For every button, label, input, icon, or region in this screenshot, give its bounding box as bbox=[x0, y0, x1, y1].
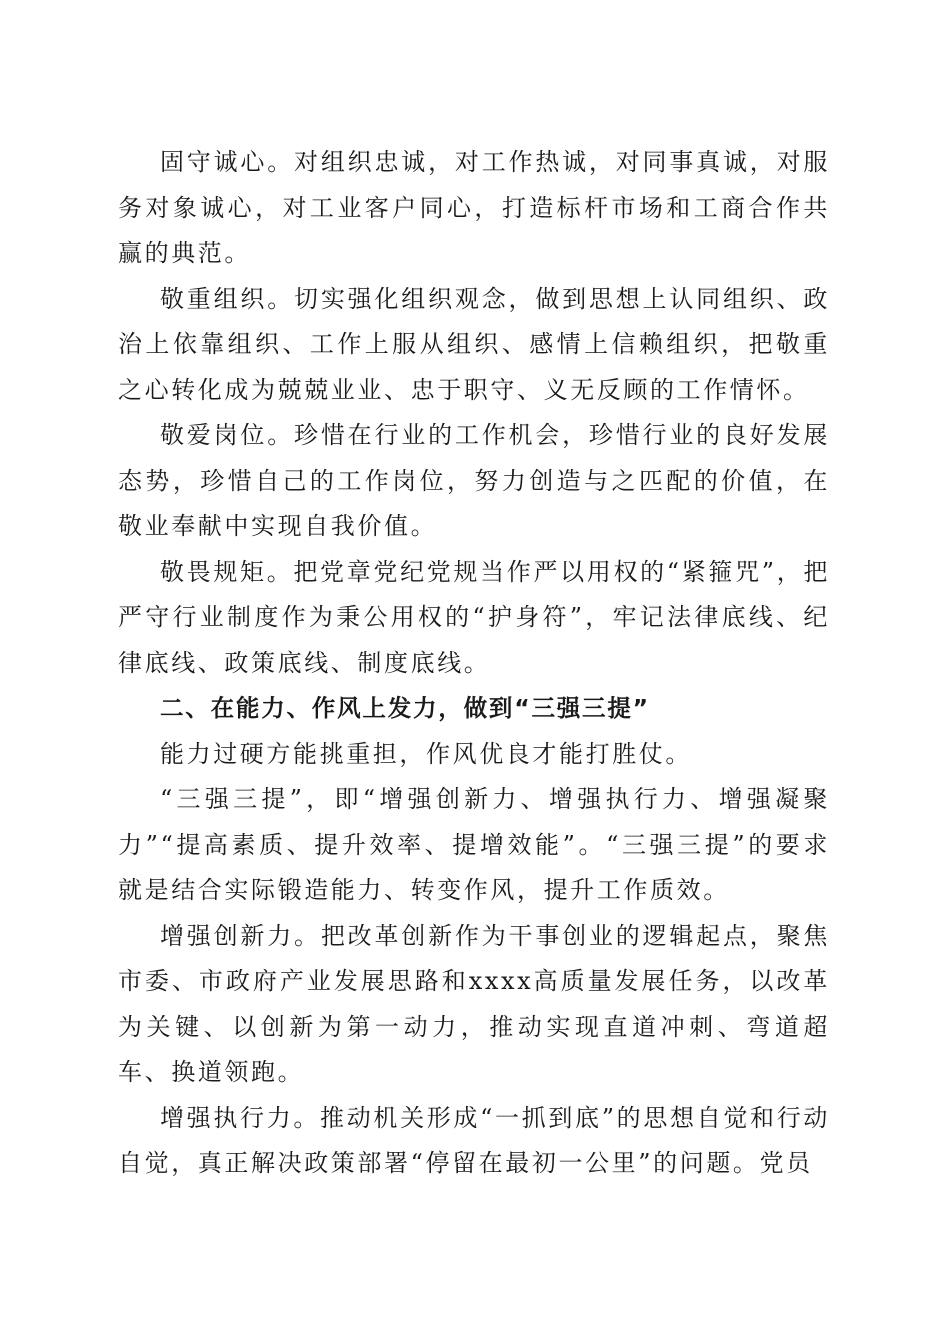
paragraph-execution: 增强执行力。推动机关形成“一抓到底”的思想自觉和行动自觉，真正解决政策部署“停留在最初一公里”的问题。党员 bbox=[118, 1103, 830, 1177]
paragraph-three-strong-three-raise: “三强三提”，即“增强创新力、增强执行力、增强凝聚力”“提高素质、提升效率、提增效能”。“三强三提”的要求就是结合实际锻造能力、转变作风，提升工作质效。 bbox=[118, 785, 830, 904]
paragraph-love-post: 敬爱岗位。珍惜在行业的工作机会，珍惜行业的良好发展态势，珍惜自己的工作岗位，努力创造与之匹配的价值，在敬业奉献中实现自我价值。 bbox=[118, 421, 830, 540]
paragraph-innovation: 增强创新力。把改革创新作为干事创业的逻辑起点，聚焦市委、市政府产业发展思路和xxxx高质量发展任务，以改革为关键、以创新为第一动力，推动实现直道冲刺、弯道超车、换道领跑。 bbox=[118, 921, 830, 1086]
paragraph-loyalty: 固守诚心。对组织忠诚，对工作热诚，对同事真诚，对服务对象诚心，对工业客户同心，打造标杆市场和工商合作共赢的典范。 bbox=[118, 148, 830, 267]
paragraph-ability-intro: 能力过硬方能挑重担，作风优良才能打胜仗。 bbox=[160, 739, 692, 768]
paragraph-respect-rules: 敬畏规矩。把党章党纪党规当作严以用权的“紧箍咒”，把严守行业制度作为秉公用权的“护身符”，牢记法律底线、纪律底线、政策底线、制度底线。 bbox=[118, 557, 830, 677]
paragraph-respect-organization: 敬重组织。切实强化组织观念，做到思想上认同组织、政治上依靠组织、工作上服从组织、感情上信赖组织，把敬重之心转化成为兢兢业业、忠于职守、义无反顾的工作情怀。 bbox=[118, 284, 830, 404]
section-heading: 二、在能力、作风上发力，做到“三强三提” bbox=[160, 694, 650, 722]
document-page bbox=[118, 140, 830, 1187]
